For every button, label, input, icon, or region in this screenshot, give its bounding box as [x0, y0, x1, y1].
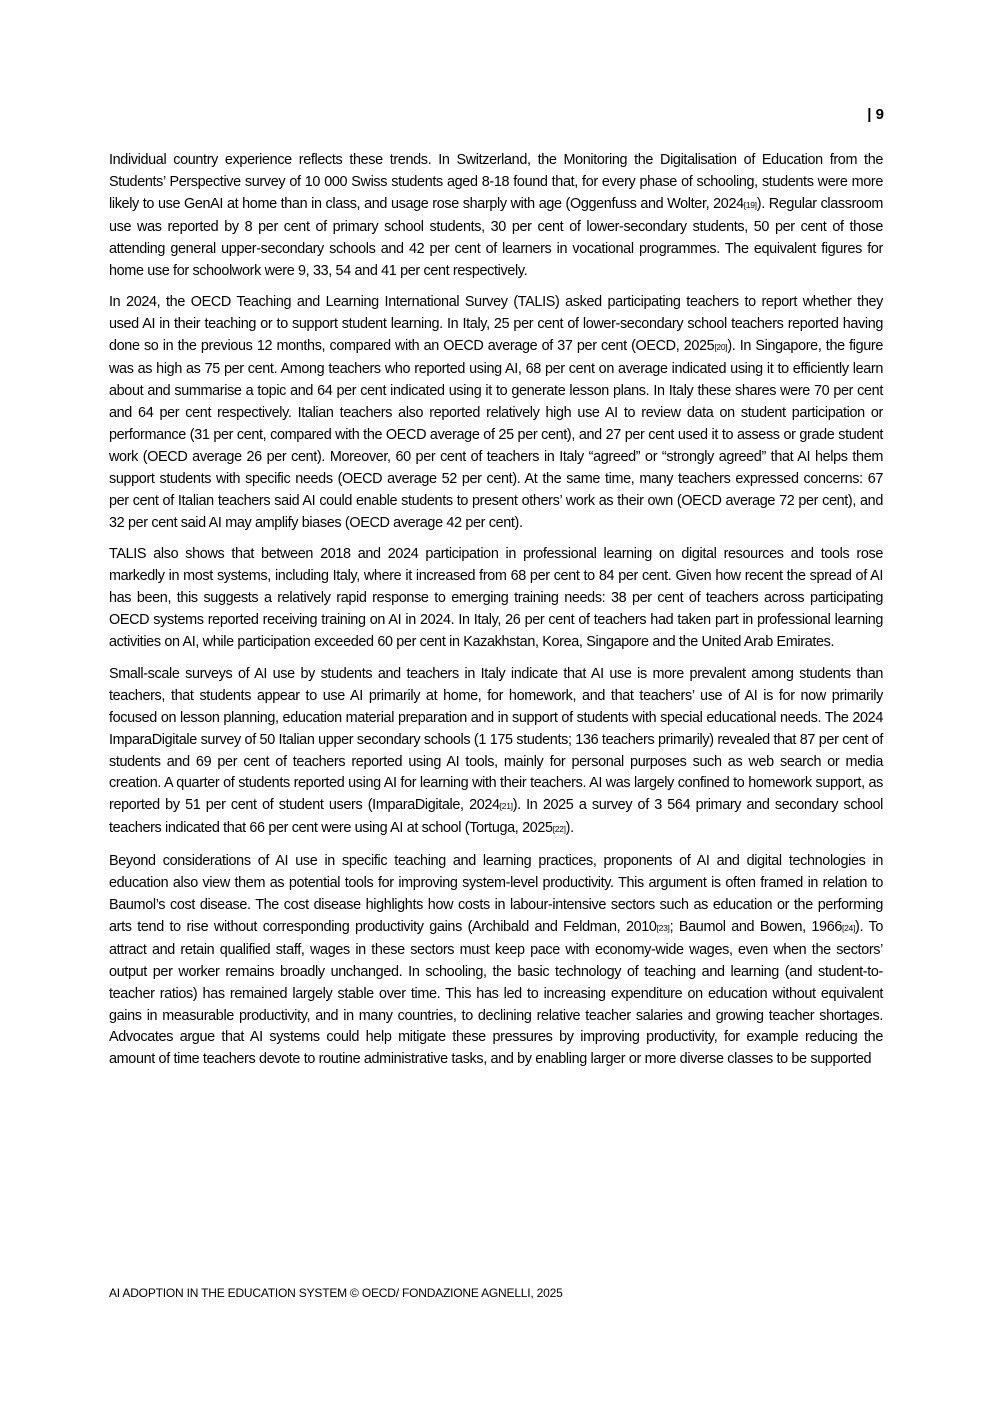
paragraph-baumol: [109, 851, 883, 1071]
paragraph-italy-surveys: [109, 664, 883, 841]
text-segment: ). Regular classroom use was reported by 8 per cent of primary school students, 30 per cent of lower-secondary students, 50 per cent of those attending general upper-secondary schools and 42 per cent of learners in vocational programmes. The equivalent figures for home use for schoolwork were 9, 33, 54 and 41 per cent respectively.: [109, 195, 883, 279]
text-segment: ). To attract and retain qualified staff, wages in these sectors must keep pace with economy-wide wages, even when the sectors’ output per worker remains broadly unchanged. In schooling, the basic technology of teaching and learning (and student-to-teacher ratios) has remained largely stable over time. This has led to increasing expenditure on education without equivalent gains in measurable productivity, and in many countries, to declining relative teacher salaries and growing teacher shortages. Advocates argue that AI systems could help mitigate these pressures by improving productivity, for example reducing the amount of time teachers devote to routine administrative tasks, and by enabling larger or more diverse classes to be supported: [109, 918, 883, 1068]
citation-ref[interactable]: [19]: [743, 199, 757, 210]
page-number: | 9: [867, 106, 884, 123]
citation-ref[interactable]: [21]: [499, 801, 513, 812]
citation-ref[interactable]: [20]: [714, 342, 728, 353]
paragraph-talis-training: [109, 544, 883, 654]
text-segment: ). In Singapore, the figure was as high as 75 per cent. Among teachers who reported using AI, 68 per cent on average indicated using it to efficiently learn about and summarise a topic and 64 per cent indicated using it to generate lesson plans. In Italy these shares were 70 per cent and 64 per cent respectively. Italian teachers also reported relatively high use AI to review data on student participation or performance (31 per cent, compared with the OECD average of 25 per cent), and 27 per cent used it to assess or grade student work (OECD average 26 per cent). Moreover, 60 per cent of teachers in Italy “agreed” or “strongly agreed” that AI helps them support students with specific needs (OECD average 52 per cent). At the same time, many teachers expressed concerns: 67 per cent of Italian teachers said AI could enable students to present others’ work as their own (OECD average 72 per cent), and 32 per cent said AI may amplify biases (OECD average 42 per cent).: [109, 338, 883, 531]
text-segment: ; Baumol and Bowen, 1966: [669, 918, 843, 935]
text-segment: TALIS also shows that between 2018 and 2024 participation in professional learning on digital resources and tools rose markedly in most systems, including Italy, where it increased from 68 per cent to 84 per cent. Given how recent the spread of AI has been, this suggests a relatively rapid response to emerging training needs: 38 per cent of teachers across participating OECD systems reported receiving training on AI in 2024. In Italy, 26 per cent of teachers had taken part in professional learning activities on AI, while participation exceeded 60 per cent in Kazakhstan, Korea, Singapore and the United Arab Emirates.: [109, 546, 883, 651]
text-segment: ). In 2025 a survey of 3 564 primary and secondary school teachers indicated that 66 per cent were using AI at school (Tortuga, 2025: [109, 797, 883, 837]
paragraph-switzerland: [109, 150, 883, 282]
text-segment: Small-scale surveys of AI use by students and teachers in Italy indicate that AI use is more prevalent among students than teachers, that students appear to use AI primarily at home, for homework, and that teachers’ use of AI is for now primarily focused on lesson planning, education material preparation and in support of students with special educational needs. The 2024 ImparaDigitale survey of 50 Italian upper secondary schools (1 175 students; 136 teachers primarily) revealed that 87 per cent of students and 69 per cent of teachers reported using AI tools, mainly for personal purposes such as web search or media creation. A quarter of students reported using AI for learning with their teachers. AI was largely confined to homework support, as reported by 51 per cent of student users (ImparaDigitale, 2024: [109, 665, 883, 814]
citation-ref[interactable]: [22]: [552, 824, 566, 835]
paragraph-talis-2024: [109, 292, 883, 534]
text-segment: Beyond considerations of AI use in specific teaching and learning practices, proponents of AI and digital technologies in education also view them as potential tools for improving system-level productivity. This argument is often framed in relation to Baumol’s cost disease. The cost disease highlights how costs in labour-intensive sectors such as education or the performing arts tend to rise without corresponding productivity gains (Archibald and Feldman, 2010: [109, 853, 883, 935]
citation-ref[interactable]: [23]: [656, 922, 670, 933]
text-segment: Individual country experience reflects these trends. In Switzerland, the Monitoring the Digitalisation of Education from the Students’ Perspective survey of 10 000 Swiss students aged 8-18 found that, for every phase of schooling, students were more likely to use GenAI at home than in class, and usage rose sharply with age (Oggenfuss and Wolter, 2024: [109, 152, 883, 212]
body-text: [109, 150, 883, 1081]
text-segment: In 2024, the OECD Teaching and Learning International Survey (TALIS) asked participating teachers to report whether they used AI in their teaching or to support student learning. In Italy, 25 per cent of lower-secondary school teachers reported having done so in the previous 12 months, compared with an OECD average of 37 per cent (OECD, 2025: [109, 294, 883, 355]
citation-ref[interactable]: [24]: [842, 922, 856, 933]
text-segment: ).: [565, 820, 574, 837]
page-footer: AI ADOPTION IN THE EDUCATION SYSTEM © OECD/ FONDAZIONE AGNELLI, 2025: [109, 1286, 563, 1300]
